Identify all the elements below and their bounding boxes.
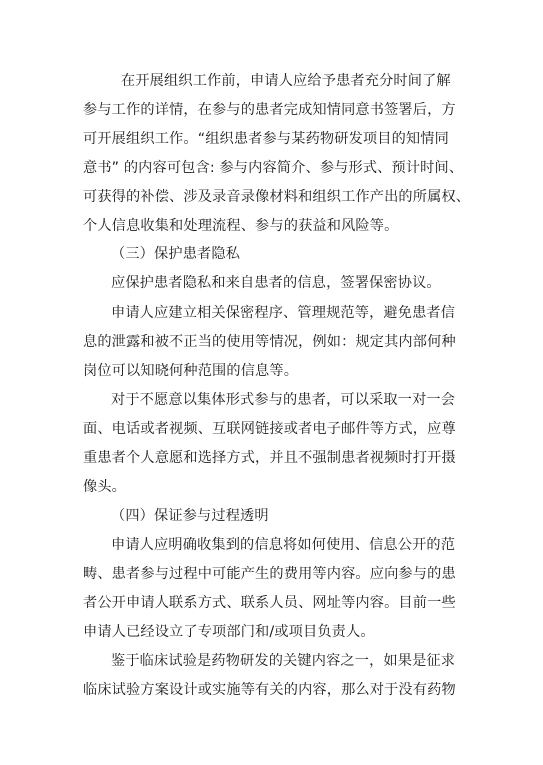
paragraph-line: 对于不愿意以集体形式参与的患者，可以采取一对一会	[111, 392, 456, 408]
paragraph-line: 临床试验方案设计或实施等有关的内容，那么对于没有药物	[83, 682, 456, 698]
paragraph-line: 申请人应建立相关保密程序、管理规范等，避免患者信	[111, 305, 456, 321]
paragraph-line: 申请人已经设立了专项部门和/或项目负责人。	[83, 624, 375, 640]
paragraph-line: 可开展组织工作。“组织患者参与某药物研发项目的知情同	[83, 131, 449, 147]
paragraph-line: 重患者个人意愿和选择方式，并且不强制患者视频时打开摄	[83, 450, 456, 466]
paragraph-line: 鉴于临床试验是药物研发的关键内容之一，如果是征求	[111, 653, 456, 669]
paragraph-line: 面、电话或者视频、互联网链接或者电子邮件等方式，应尊	[83, 421, 456, 437]
paragraph-line: 畴、患者参与过程中可能产生的费用等内容。应向参与的患	[83, 566, 456, 582]
paragraph-line: 在开展组织工作前，申请人应给予患者充分时间了解	[121, 73, 451, 89]
paragraph-line: 应保护患者隐私和来自患者的信息，签署保密协议。	[111, 275, 441, 291]
paragraph-line: 个人信息收集和处理流程、参与的获益和风险等。	[83, 218, 399, 234]
paragraph-line: 申请人应明确收集到的信息将如何使用、信息公开的范	[111, 537, 456, 553]
paragraph-line: 参与工作的详情，在参与的患者完成知情同意书签署后，方	[83, 102, 456, 118]
paragraph-line: 者公开申请人联系方式、联系人员、网址等内容。目前一些	[83, 595, 456, 611]
paragraph-line: 可获得的补偿、涉及录音录像材料和组织工作产出的所属权、	[83, 189, 471, 205]
section-heading: （三）保护患者隐私	[111, 246, 241, 262]
paragraph-line: 像头。	[83, 479, 127, 495]
paragraph-line: 意书” 的内容可包含: 参与内容简介、参与形式、预计时间、	[83, 160, 464, 176]
section-heading: （四）保证参与过程透明	[111, 508, 269, 524]
paragraph-line: 岗位可以知晓何种范围的信息等。	[83, 363, 299, 379]
paragraph-line: 息的泄露和被不正当的使用等情况，例如：规定其内部何种	[83, 334, 456, 350]
